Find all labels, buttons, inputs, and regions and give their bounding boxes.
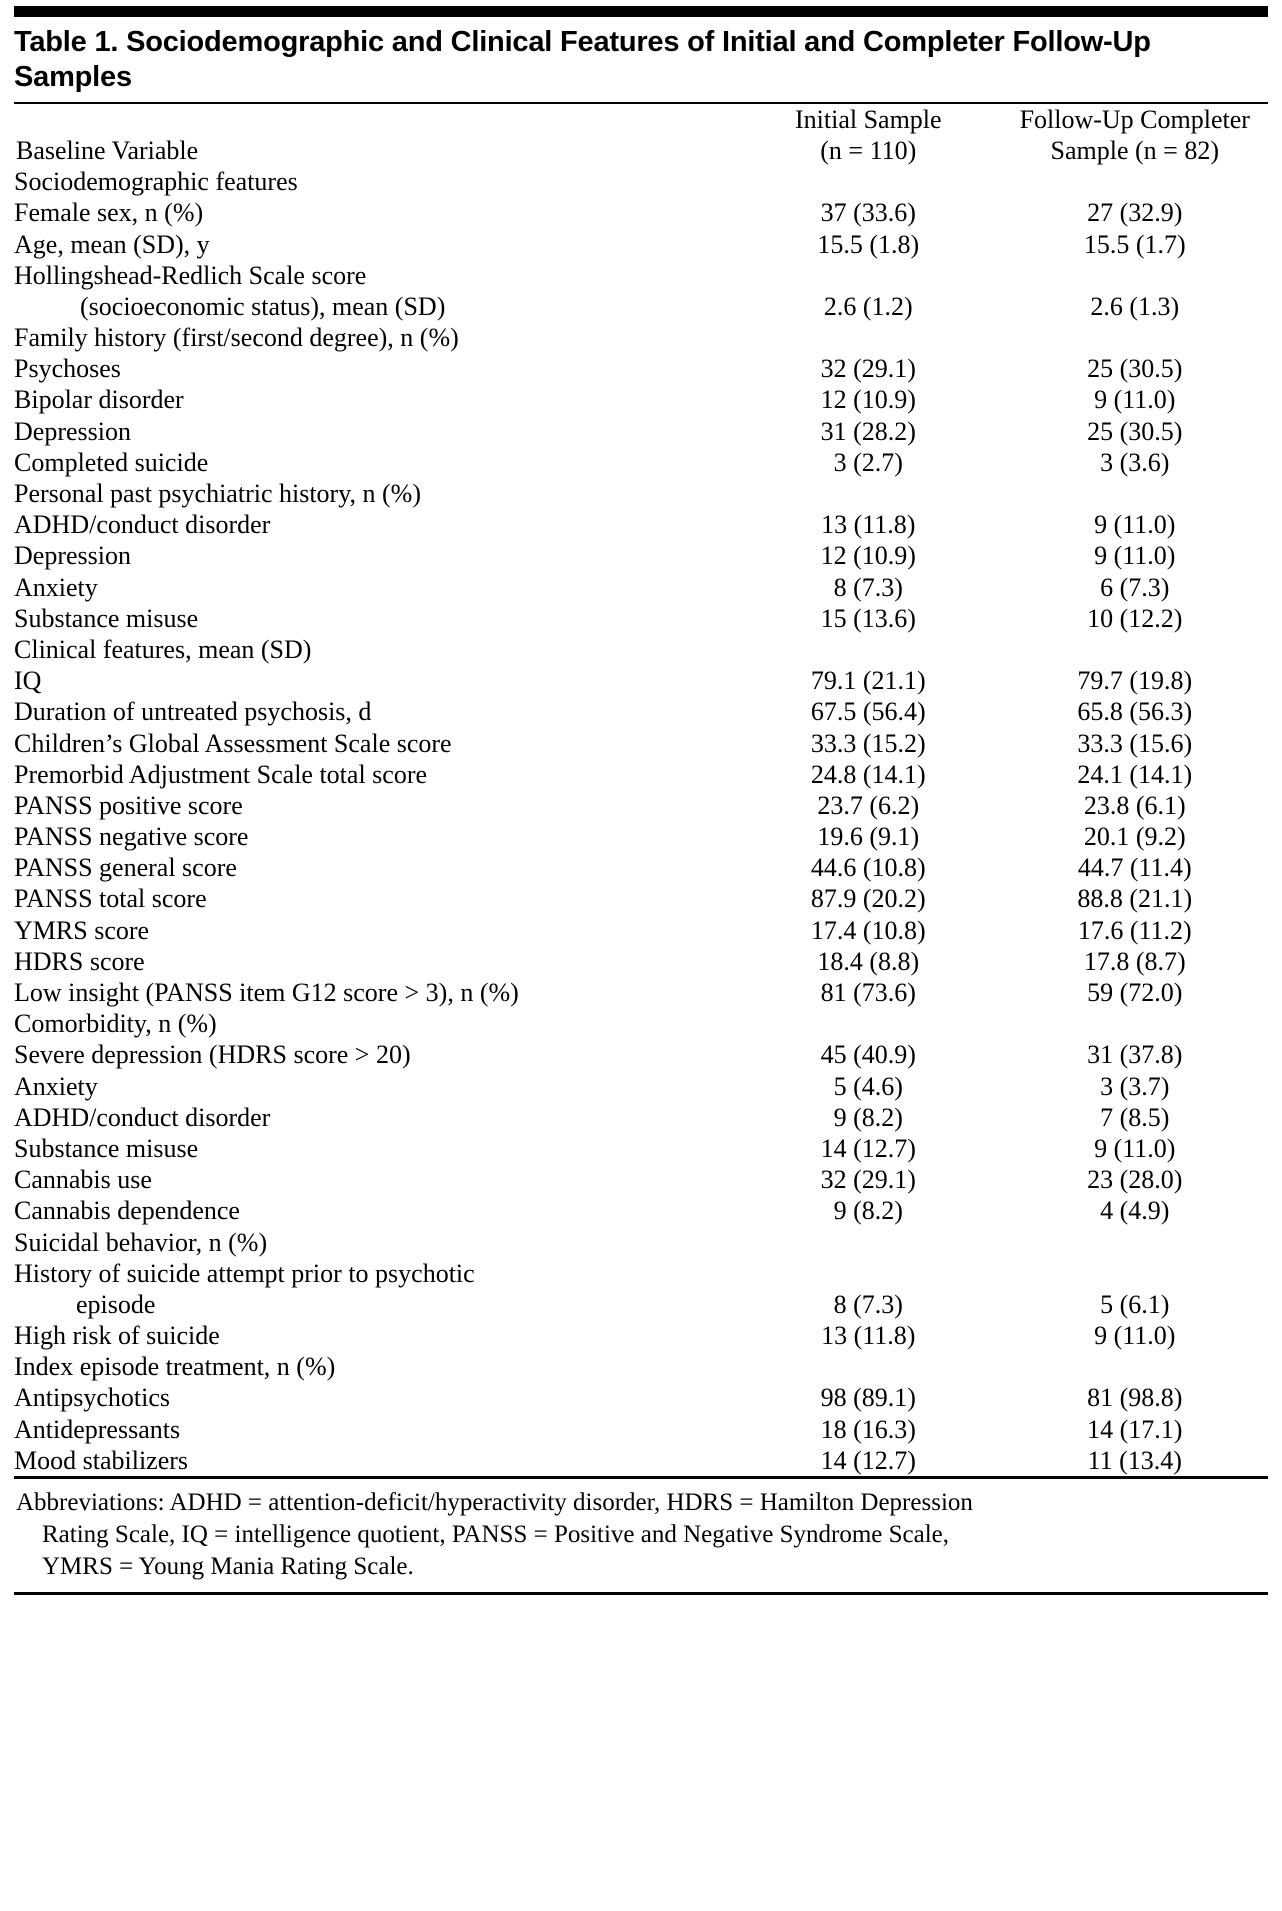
cell-initial-sample — [735, 322, 1001, 353]
cell-followup-sample: 79.7 (19.8) — [1077, 666, 1193, 696]
row-label — [14, 1164, 735, 1195]
row-label — [14, 665, 735, 696]
cell-followup-sample — [1002, 1227, 1268, 1258]
cell-followup-sample — [1002, 634, 1268, 665]
cell-followup-sample: 81 (98.8) — [1087, 1383, 1183, 1413]
row-label-text: Cannabis dependence — [14, 1196, 240, 1226]
table-top-border — [14, 6, 1268, 17]
cell-followup-sample — [1002, 1351, 1268, 1382]
table-row — [14, 322, 1268, 353]
table-row — [14, 1351, 1268, 1382]
cell-initial-sample: 14 (12.7) — [820, 1133, 916, 1163]
column-header-followup-sample-line2: Sample (n = 82) — [1050, 135, 1219, 165]
row-label-text: Substance misuse — [14, 1133, 199, 1163]
table-body — [14, 166, 1268, 1476]
row-label-text: Family history (first/second degree), n (%) — [14, 323, 459, 353]
cell-followup-sample: 9 (11.0) — [1094, 510, 1176, 540]
column-header-variable: Baseline Variable — [16, 135, 199, 165]
row-label-text: PANSS negative score — [14, 822, 249, 852]
cell-initial-sample: 44.6 (10.8) — [810, 853, 926, 883]
row-label-text: Substance misuse — [14, 603, 199, 633]
table-row — [14, 634, 1268, 665]
cell-followup-sample: 24.1 (14.1) — [1077, 759, 1193, 789]
row-label-text: IQ — [14, 666, 42, 696]
table-row — [14, 1414, 1268, 1445]
table-row — [14, 478, 1268, 509]
cell-followup-sample: 14 (17.1) — [1087, 1414, 1183, 1444]
cell-initial-sample: 3 (2.7) — [833, 447, 903, 477]
cell-initial-sample: 8 (7.3) — [833, 1289, 903, 1319]
cell-followup-sample: 9 (11.0) — [1094, 541, 1176, 571]
cell-followup-sample: 9 (11.0) — [1094, 385, 1176, 415]
row-label — [14, 977, 735, 1008]
table-row — [14, 883, 1268, 914]
cell-followup-sample: 23 (28.0) — [1087, 1165, 1183, 1195]
cell-initial-sample: 8 (7.3) — [833, 572, 903, 602]
row-label — [14, 634, 735, 665]
row-label-text: Anxiety — [14, 1071, 98, 1101]
row-label-text-cont: episode — [76, 1289, 156, 1319]
table-row — [14, 1258, 1268, 1320]
row-label-text: Completed suicide — [14, 447, 209, 477]
footnote-line-1: Abbreviations: ADHD = attention-deficit/hyperactivity disorder, HDRS = Hamilton Depression — [16, 1489, 973, 1516]
cell-followup-sample: 17.8 (8.7) — [1083, 946, 1186, 976]
table-bottom-border — [14, 1592, 1268, 1595]
table-footnote — [14, 1479, 1268, 1592]
row-label-text: Clinical features, mean (SD) — [14, 634, 312, 664]
cell-initial-sample: 12 (10.9) — [820, 541, 916, 571]
footnote-line-3: YMRS = Young Mania Rating Scale. — [42, 1552, 414, 1580]
row-label-text: Sociodemographic features — [14, 167, 298, 197]
cell-followup-sample: 65.8 (56.3) — [1077, 697, 1193, 727]
row-label — [14, 1102, 735, 1133]
row-label-text: Age, mean (SD), y — [14, 229, 210, 259]
row-label-text: Psychoses — [14, 354, 121, 384]
row-label-text: Hollingshead-Redlich Scale score — [14, 260, 367, 290]
table-row — [14, 1133, 1268, 1164]
cell-initial-sample: 45 (40.9) — [820, 1040, 916, 1070]
cell-initial-sample: 79.1 (21.1) — [810, 666, 926, 696]
row-label-text: Children’s Global Assessment Scale score — [14, 728, 452, 758]
table-row — [14, 1071, 1268, 1102]
cell-followup-sample: 2.6 (1.3) — [1090, 291, 1180, 321]
table-row — [14, 540, 1268, 571]
table-row — [14, 1227, 1268, 1258]
row-label — [14, 946, 735, 977]
row-label — [14, 1258, 735, 1320]
table-row — [14, 1445, 1268, 1476]
cell-followup-sample: 25 (30.5) — [1087, 354, 1183, 384]
cell-followup-sample: 25 (30.5) — [1087, 416, 1183, 446]
cell-followup-sample: 27 (32.9) — [1087, 198, 1183, 228]
cell-initial-sample: 13 (11.8) — [821, 510, 916, 540]
table-row — [14, 696, 1268, 727]
data-table — [14, 104, 1268, 1476]
row-label — [14, 728, 735, 759]
row-label — [14, 322, 735, 353]
row-label — [14, 197, 735, 228]
cell-followup-sample: 9 (11.0) — [1094, 1133, 1176, 1163]
cell-initial-sample: 13 (11.8) — [821, 1321, 916, 1351]
row-label — [14, 540, 735, 571]
row-label — [14, 416, 735, 447]
table-row — [14, 852, 1268, 883]
row-label-text: HDRS score — [14, 946, 145, 976]
row-label — [14, 572, 735, 603]
table-row — [14, 759, 1268, 790]
row-label — [14, 821, 735, 852]
row-label — [14, 1414, 735, 1445]
row-label — [14, 1382, 735, 1413]
cell-initial-sample: 18 (16.3) — [820, 1414, 916, 1444]
cell-followup-sample: 11 (13.4) — [1087, 1445, 1182, 1475]
row-label — [14, 696, 735, 727]
table-row — [14, 1195, 1268, 1226]
column-header-initial-sample-line1: Initial Sample — [794, 104, 942, 134]
table-row — [14, 728, 1268, 759]
cell-initial-sample: 9 (8.2) — [833, 1102, 903, 1132]
row-label-text: PANSS total score — [14, 884, 207, 914]
row-label — [14, 509, 735, 540]
cell-followup-sample: 3 (3.7) — [1100, 1071, 1170, 1101]
cell-initial-sample: 23.7 (6.2) — [817, 790, 920, 820]
row-label-text: Suicidal behavior, n (%) — [14, 1227, 268, 1257]
row-label-text: PANSS general score — [14, 853, 237, 883]
row-label-text: Depression — [14, 541, 131, 571]
cell-followup-sample: 20.1 (9.2) — [1083, 822, 1186, 852]
row-label — [14, 1445, 735, 1476]
table-row — [14, 1382, 1268, 1413]
row-label — [14, 603, 735, 634]
cell-followup-sample: 7 (8.5) — [1100, 1102, 1170, 1132]
table-row — [14, 572, 1268, 603]
cell-initial-sample: 98 (89.1) — [820, 1383, 916, 1413]
cell-followup-sample: 31 (37.8) — [1087, 1040, 1183, 1070]
cell-initial-sample: 37 (33.6) — [820, 198, 916, 228]
row-label-text: Severe depression (HDRS score > 20) — [14, 1040, 411, 1070]
table-row — [14, 1164, 1268, 1195]
row-label-text: Comorbidity, n (%) — [14, 1009, 217, 1039]
cell-followup-sample — [1002, 1008, 1268, 1039]
cell-followup-sample: 17.6 (11.2) — [1077, 915, 1192, 945]
row-label — [14, 353, 735, 384]
cell-followup-sample — [1002, 322, 1268, 353]
row-label — [14, 1039, 735, 1070]
table-row — [14, 166, 1268, 197]
cell-followup-sample — [1002, 478, 1268, 509]
row-label-text: Bipolar disorder — [14, 385, 184, 415]
column-header-followup-sample-line1: Follow-Up Completer — [1019, 104, 1250, 134]
row-label-text: Depression — [14, 416, 131, 446]
table-row — [14, 977, 1268, 1008]
row-label — [14, 790, 735, 821]
cell-initial-sample: 32 (29.1) — [820, 1165, 916, 1195]
cell-initial-sample — [735, 166, 1001, 197]
row-label-text: Mood stabilizers — [14, 1445, 189, 1475]
row-label-text: Female sex, n (%) — [14, 198, 204, 228]
cell-initial-sample — [735, 634, 1001, 665]
row-label-text: High risk of suicide — [14, 1321, 220, 1351]
table-row — [14, 821, 1268, 852]
row-label-text: Personal past psychiatric history, n (%) — [14, 479, 421, 508]
table-row — [14, 915, 1268, 946]
row-label-text-cont: (socioeconomic status), mean (SD) — [80, 291, 446, 321]
cell-initial-sample: 31 (28.2) — [820, 416, 916, 446]
row-label-text: PANSS positive score — [14, 790, 243, 820]
cell-initial-sample: 81 (73.6) — [820, 978, 916, 1007]
cell-initial-sample — [735, 478, 1001, 509]
cell-initial-sample: 9 (8.2) — [833, 1196, 903, 1226]
table-row — [14, 1102, 1268, 1133]
cell-initial-sample: 2.6 (1.2) — [823, 291, 913, 321]
row-label-text: Antidepressants — [14, 1414, 181, 1444]
table-page — [0, 6, 1282, 1595]
row-label — [14, 1195, 735, 1226]
cell-initial-sample: 15.5 (1.8) — [817, 229, 920, 259]
cell-initial-sample: 67.5 (56.4) — [810, 697, 926, 727]
row-label-text: Anxiety — [14, 572, 98, 602]
cell-followup-sample: 5 (6.1) — [1100, 1289, 1170, 1319]
cell-followup-sample: 88.8 (21.1) — [1077, 884, 1193, 914]
table-header — [14, 104, 1268, 166]
row-label — [14, 759, 735, 790]
row-label — [14, 447, 735, 478]
row-label — [14, 915, 735, 946]
row-label-text: Antipsychotics — [14, 1383, 170, 1413]
table-row — [14, 946, 1268, 977]
cell-followup-sample: 33.3 (15.6) — [1077, 728, 1193, 758]
cell-initial-sample: 32 (29.1) — [820, 354, 916, 384]
cell-initial-sample: 24.8 (14.1) — [810, 759, 926, 789]
row-label-text: Cannabis use — [14, 1165, 152, 1195]
row-label — [14, 852, 735, 883]
table-row — [14, 447, 1268, 478]
cell-initial-sample: 14 (12.7) — [820, 1445, 916, 1475]
row-label — [14, 260, 735, 322]
row-label — [14, 1133, 735, 1164]
row-label-text: Duration of untreated psychosis, d — [14, 697, 372, 727]
table-row — [14, 1039, 1268, 1070]
cell-initial-sample: 17.4 (10.8) — [810, 915, 926, 945]
cell-initial-sample — [735, 1227, 1001, 1258]
row-label-text: ADHD/conduct disorder — [14, 510, 271, 540]
table-row — [14, 353, 1268, 384]
table-row — [14, 603, 1268, 634]
row-label — [14, 384, 735, 415]
column-header-followup-sample — [1002, 104, 1268, 166]
cell-followup-sample: 23.8 (6.1) — [1083, 790, 1186, 820]
row-label — [14, 883, 735, 914]
cell-followup-sample: 15.5 (1.7) — [1083, 229, 1186, 259]
cell-followup-sample: 44.7 (11.4) — [1077, 853, 1192, 883]
row-label — [14, 1071, 735, 1102]
cell-initial-sample: 19.6 (9.1) — [817, 822, 920, 852]
column-header-initial-sample — [735, 104, 1001, 166]
cell-initial-sample: 15 (13.6) — [820, 603, 916, 633]
footnote-line-2: Rating Scale, IQ = intelligence quotient, PANSS = Positive and Negative Syndrome Scale, — [42, 1520, 950, 1548]
cell-initial-sample: 87.9 (20.2) — [810, 884, 926, 914]
table-row — [14, 197, 1268, 228]
row-label-text: Index episode treatment, n (%) — [14, 1352, 336, 1382]
cell-initial-sample: 5 (4.6) — [833, 1071, 903, 1101]
cell-initial-sample — [735, 1008, 1001, 1039]
table-row — [14, 509, 1268, 540]
row-label — [14, 478, 735, 509]
cell-followup-sample — [1002, 166, 1268, 197]
row-label — [14, 229, 735, 260]
table-row — [14, 416, 1268, 447]
cell-followup-sample: 10 (12.2) — [1087, 603, 1183, 633]
row-label — [14, 1008, 735, 1039]
row-label — [14, 1227, 735, 1258]
table-row — [14, 665, 1268, 696]
cell-initial-sample: 12 (10.9) — [820, 385, 916, 415]
row-label-text: History of suicide attempt prior to psychotic — [14, 1258, 475, 1288]
header-row — [14, 104, 1268, 166]
table-row — [14, 790, 1268, 821]
cell-followup-sample: 4 (4.9) — [1100, 1196, 1170, 1226]
table-row — [14, 1008, 1268, 1039]
table-row — [14, 384, 1268, 415]
row-label — [14, 166, 735, 197]
row-label — [14, 1320, 735, 1351]
cell-followup-sample: 3 (3.6) — [1100, 447, 1170, 477]
cell-initial-sample: 33.3 (15.2) — [810, 728, 926, 758]
cell-followup-sample: 6 (7.3) — [1100, 572, 1170, 602]
cell-followup-sample: 59 (72.0) — [1087, 978, 1183, 1007]
cell-followup-sample: 9 (11.0) — [1094, 1321, 1176, 1351]
row-label-text: Low insight (PANSS item G12 score > 3), n (%) — [14, 978, 519, 1007]
row-label — [14, 1351, 735, 1382]
row-label-text: Premorbid Adjustment Scale total score — [14, 759, 428, 789]
row-label-text: ADHD/conduct disorder — [14, 1102, 271, 1132]
table-row — [14, 1320, 1268, 1351]
cell-initial-sample — [735, 1351, 1001, 1382]
table-title: Table 1. Sociodemographic and Clinical Features of Initial and Completer Follow-Up Samples — [14, 26, 1151, 94]
cell-initial-sample: 18.4 (8.8) — [817, 946, 920, 976]
table-row — [14, 229, 1268, 260]
row-label-text: YMRS score — [14, 915, 150, 945]
column-header-initial-sample-line2: (n = 110) — [820, 135, 917, 165]
table-row — [14, 260, 1268, 322]
